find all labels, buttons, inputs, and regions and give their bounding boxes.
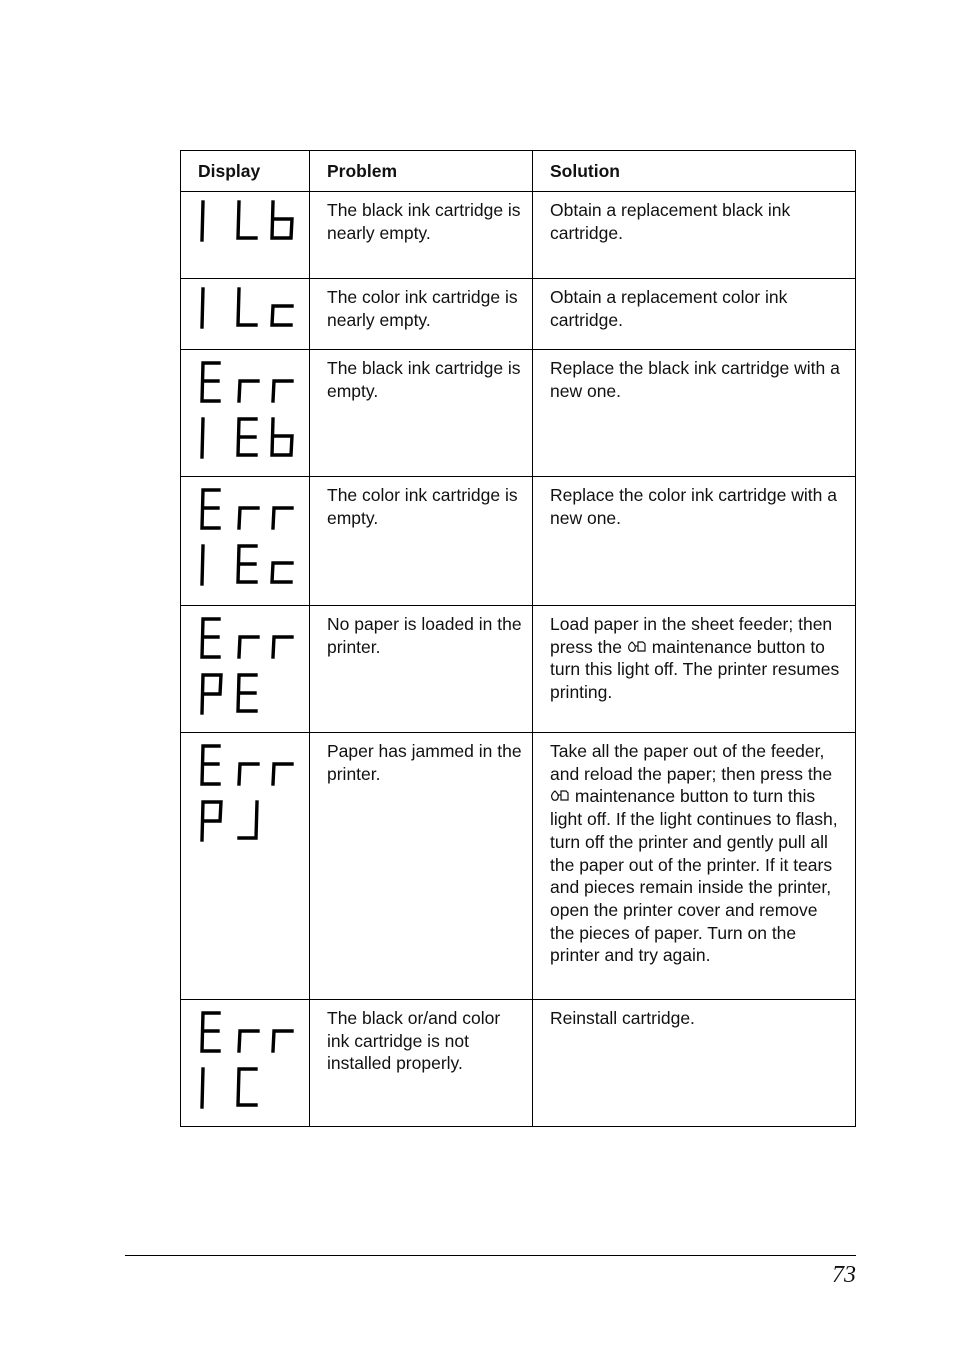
solution-text: Obtain a replacement black ink cartridge. — [533, 192, 856, 279]
maintenance-button-icon — [550, 789, 570, 802]
maintenance-button-icon — [627, 640, 647, 653]
lcd-display-ilb — [198, 199, 298, 245]
lcd-display-ilc — [198, 286, 298, 332]
lcd-display-cell — [181, 477, 310, 606]
header-problem: Problem — [310, 151, 533, 192]
table-row — [181, 350, 856, 477]
table-row — [181, 477, 856, 606]
problem-text: The black ink cartridge is empty. — [310, 350, 533, 477]
solution-text: Load paper in the sheet feeder; then press the maintenance button to turn this light off. The printer resumes printing. — [533, 606, 856, 733]
table-row — [181, 192, 856, 279]
lcd-display-cell — [181, 279, 310, 350]
lcd-display-err-ic — [198, 1007, 298, 1113]
lcd-display-cell — [181, 350, 310, 477]
problem-text: No paper is loaded in the printer. — [310, 606, 533, 733]
lcd-display-cell — [181, 192, 310, 279]
solution-text: Replace the black ink cartridge with a new one. — [533, 350, 856, 477]
error-display-table — [180, 150, 856, 1127]
lcd-display-err-ieb — [198, 357, 298, 463]
table-header-row — [181, 151, 856, 192]
solution-text: Replace the color ink cartridge with a new one. — [533, 477, 856, 606]
solution-text: Reinstall cartridge. — [533, 1000, 856, 1127]
problem-text: The black ink cartridge is nearly empty. — [310, 192, 533, 279]
lcd-display-cell — [181, 733, 310, 1000]
footer-rule — [125, 1255, 856, 1256]
lcd-display-err-pj — [198, 740, 298, 846]
solution-text: Take all the paper out of the feeder, and reload the paper; then press the maintenance button to turn this light off. If the light continues to flash, turn off the printer and gently pull all the paper out of the printer. If it tears and pieces remain inside the printer, open the printer cover and remove the pieces of paper. Turn on the printer and try again. — [533, 733, 856, 1000]
lcd-display-cell — [181, 1000, 310, 1127]
problem-text: The color ink cartridge is nearly empty. — [310, 279, 533, 350]
header-solution: Solution — [533, 151, 856, 192]
problem-text: The color ink cartridge is empty. — [310, 477, 533, 606]
header-display: Display — [181, 151, 310, 192]
page-number: 73 — [832, 1262, 856, 1288]
problem-text: The black or/and color ink cartridge is not installed properly. — [310, 1000, 533, 1127]
table-row — [181, 1000, 856, 1127]
table-row — [181, 733, 856, 1000]
lcd-display-err-iec — [198, 484, 298, 590]
problem-text: Paper has jammed in the printer. — [310, 733, 533, 1000]
lcd-display-err-pe — [198, 613, 298, 719]
solution-text: Obtain a replacement color ink cartridge. — [533, 279, 856, 350]
lcd-display-cell — [181, 606, 310, 733]
table-row — [181, 279, 856, 350]
table-row — [181, 606, 856, 733]
